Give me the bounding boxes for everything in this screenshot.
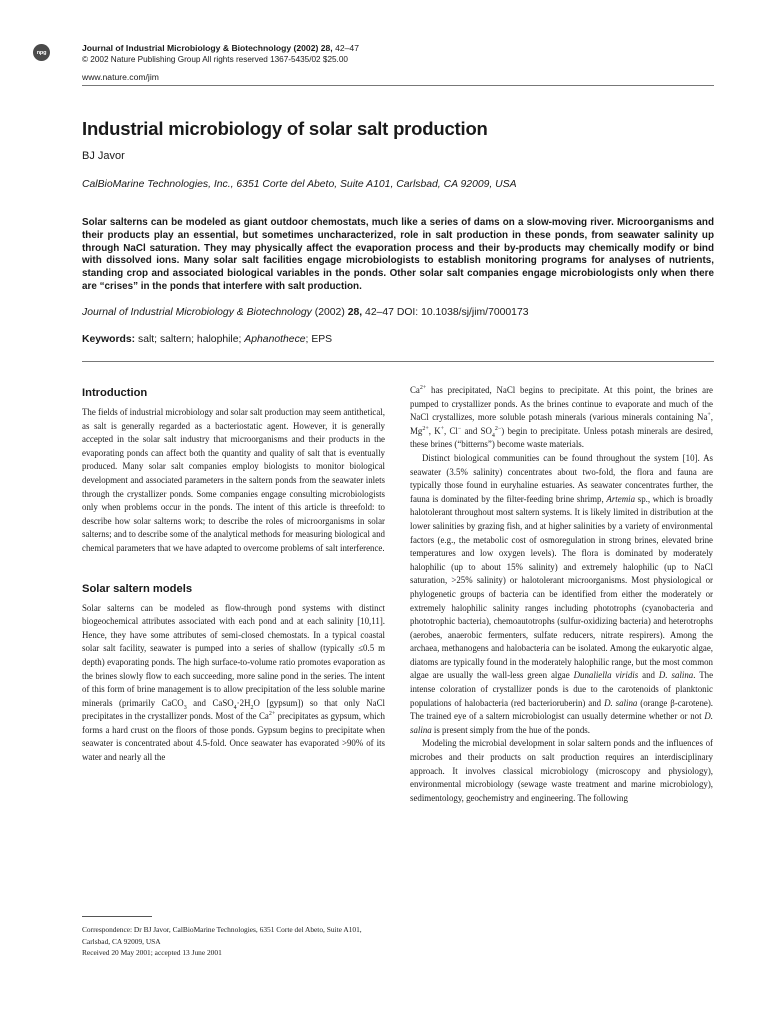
citation-volume: 28, bbox=[347, 307, 363, 318]
right-column bbox=[410, 384, 713, 805]
journal-pages: 42–47 bbox=[335, 43, 359, 53]
saltern-models-paragraph: Solar salterns can be modeled as flow-through pond systems with distinct biogeochemical attributes associated with each pond and at each salinity [10,11]. Hence, they have some attributes of semi-closed chemostats. In a typical coastal solar salt facility, seawater is pumped into a series of shallow (typically ≤0.5 m depth) evaporating ponds. The high surface-to-volume ratio promotes evaporation as the brines slowly flow to each succeeding, more saline pond in the series. The intent of this form of brine management is to allow precipitation of the less soluble marine minerals (primarily CaCO$_3$ and $CaSO_4\cdot 2H_2O$ [gypsum]) so that only NaCl precipitates in the crystallizer ponds. Most of the $Ca^{2+}$ precipitates as gypsum, which forms a hard crust on the floors of those ponds. Gypsum begins to precipitate when seawater is concentrated about 4.5-fold. Once seawater has evaporated >90% of its water and nearly all the bbox=[82, 602, 385, 763]
keywords bbox=[82, 333, 332, 346]
footnote-divider bbox=[82, 916, 152, 917]
footnote bbox=[82, 924, 385, 959]
biological-communities-paragraph: Distinct biological communities can be found throughout the system [10]. As seawater (3.5% salinity) concentrates about two-fold, the flora and fauna are typically those found in euryhaline estuaries. As seawater concentrates further, the fauna is dominated by the filter-feeding brine shrimp, Artemia sp., which is broadly halotolerant throughout most saltern systems. It is likely limited in distribution at the lower salinities by grazing fish, and at higher salinities by a variety of environmental factors (e.g., the metabolic cost of osmoregulation in strong brines, elevated brine temperatures and low oxygen levels). The flora is dominated by moderately halophilic (up to about 15% salinity) and extremely halophilic (up to NaCl saturation, >25% salinity) or halotolerant microorganisms. Most physiological or phylogenetic groups of bacteria can be identified from either the moderately or extremely halophilic salinity ranges including phototrophs (cyanobacteria and phototrophic bacteria), chemoautotrophs (sulfur-oxidizing bacteria) and heterotrophs (aerobes, anaerobic fermenters, sulfate reducers, nitrate respirers). Among the archaea, methanogens and halobacteria can be isolated. Among the eukaryotic algae, diatoms are typically found in the moderately halophilic range, but the most common algae are usually the wall-less green algae Dunaliella viridis and D. salina. The intense coloration of crystallizer ponds is due to the carotenoids of planktonic populations of halobacteria (red bacterioruberin) and D. salina (orange β-carotene). The trained eye of a saltern microbiologist can usually determine whether or not D. salina is present simply from the hue of the ponds. bbox=[410, 452, 714, 735]
introduction-heading: Introduction bbox=[82, 387, 148, 399]
publisher-logo: npg bbox=[33, 44, 50, 61]
journal-url[interactable]: www.nature.com/jim bbox=[82, 72, 159, 82]
keyword-aphanothece: Aphanothece bbox=[244, 334, 306, 345]
keywords-label: Keywords: bbox=[82, 334, 136, 345]
author-affiliation: CalBioMarine Technologies, Inc., 6351 Corte del Abeto, Suite A101, Carlsbad, CA 92009, USA bbox=[82, 179, 517, 190]
left-column bbox=[82, 386, 385, 765]
copyright-notice: © 2002 Nature Publishing Group All rights reserved 1367-5435/02 $25.00 bbox=[82, 55, 348, 64]
abstract-divider bbox=[82, 361, 714, 362]
precipitation-paragraph: $Ca^{2+}$ has precipitated, NaCl begins to precipitate. At this point, the brines are pumped to crystallizer ponds. As the brines continue to evaporate and much of the NaCl crystallizes, more soluble potash minerals (various minerals containing Na+, $Mg^{2+}$, K+, Cl− and $SO_4^{2-}$) begin to precipitate. Unless potash minerals are desired, these brines (“bitterns”) become waste materials. bbox=[410, 385, 713, 450]
journal-name: Journal of Industrial Microbiology & Biotechnology (2002) 28, bbox=[82, 43, 333, 53]
citation-journal: Journal of Industrial Microbiology & Biotechnology bbox=[82, 307, 312, 318]
article-title: Industrial microbiology of solar salt production bbox=[82, 118, 488, 139]
keywords-plain: salt; saltern; halophile; bbox=[138, 334, 242, 345]
journal-reference bbox=[82, 43, 359, 54]
received-dates: Received 20 May 2001; accepted 13 June 2001 bbox=[82, 948, 222, 958]
correspondence-note: Correspondence: Dr BJ Javor, CalBioMarine Technologies, 6351 Corte del Abeto, Suite A101, Carlsbad, CA 92009, USA bbox=[82, 925, 362, 946]
saltern-models-heading: Solar saltern models bbox=[82, 582, 193, 595]
modeling-paragraph: Modeling the microbial development in solar saltern ponds and the influences of microbes and their products on salt production requires an interdisciplinary approach. It involves classical microbiology (microscopy and physiology), environmental microbiology (sewage waste treatment and marine microbiology), sedimentology, geochemistry and engineering. The following bbox=[410, 738, 713, 803]
keywords-tail: ; EPS bbox=[305, 334, 333, 345]
introduction-paragraph: The fields of industrial microbiology and solar salt production may seem antithetical, as salt is generally regarded as a bacteriostatic agent. However, it is generally accepted in the solar salt industry that microorganisms and their products in the evaporating ponds can affect both the quantity and quality of salt that is eventually produced. Many solar salt companies employ biologists to monitor biological development and associated parameters in the saltern ponds from the seawater inlets through the crystallizer ponds. Some companies engage consulting microbiologists only when problems occur in the ponds. The intent of this article is threefold: to describe how solar salterns work; to describe the roles of microorganisms in solar salterns; and to describe some of the analytical methods for measuring biological and chemical parameters that we have adapted to overcome problems of salt interference. bbox=[82, 407, 385, 553]
header-divider bbox=[82, 85, 714, 86]
citation-year: (2002) bbox=[314, 307, 345, 318]
citation-doi: 42–47 DOI: 10.1038/sj/jim/7000173 bbox=[365, 307, 529, 318]
abstract: Solar salterns can be modeled as giant outdoor chemostats, much like a series of dams on a slow-moving river. Microorganisms and their products play an essential, but sometimes uncharacterized, role in salt production in these ponds, from seawater salinity up through NaCl saturation. They may physically affect the evaporation process and their by-products may chemically modify or bind with dissolved ions. Many solar salt facilities engage microbiologists to establish monitoring programs for analyses of nutrients, standing crop and associated biological variables in the ponds. Other solar salt companies engage microbiologists only when there are “crises” in the ponds that interfere with salt production. bbox=[82, 217, 714, 292]
article-author: BJ Javor bbox=[82, 150, 125, 162]
article-citation bbox=[82, 306, 529, 319]
